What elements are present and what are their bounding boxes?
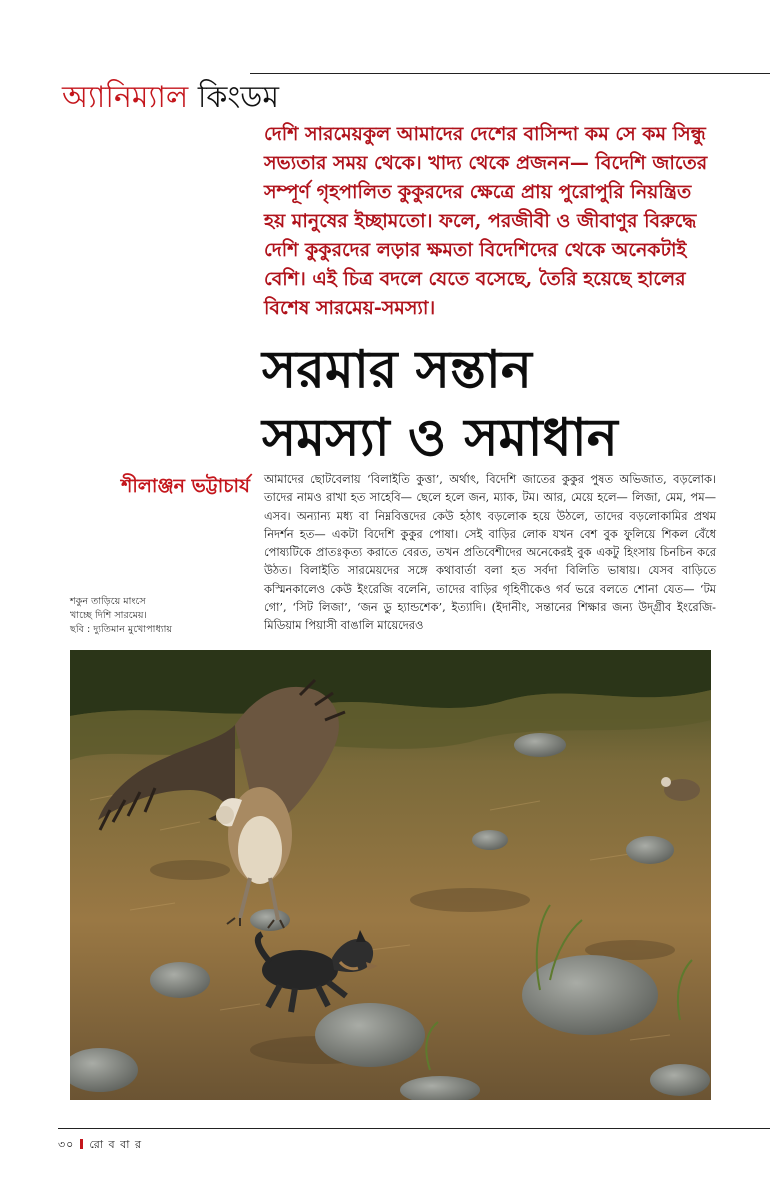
caption-line-2: খাচ্ছে দিশি সারমেয়।	[70, 610, 147, 621]
headline-line-2: সমস্যা ও সমাধান	[262, 407, 618, 468]
intro-paragraph: দেশি সারমেয়কুল আমাদের দেশের বাসিন্দা কম সে কম সিন্ধু সভ্যতার সময় থেকে। খাদ্য থেকে প্রজনন— বিদেশি জাতের সম্পূর্ণ গৃহপালিত কুকুরদের ক্ষেত্রে প্রায় পুরোপুরি নিয়ন্ত্রিত হয় মানুষের ইচ্ছামতো। ফলে, পরজীবী ও জীবাণুর বিরুদ্ধে দেশি কুকুরদের লড়ার ক্ষমতা বিদেশিদের থেকে অনেকটাই বেশি। এই চিত্র বদলে যেতে বসেছে, তৈরি হয়েছে হালের বিশেষ সারমেয়-সমস্যা।	[264, 123, 708, 319]
photo-caption	[70, 595, 255, 637]
section-heading-prefix: অ্যানিম্যাল	[62, 80, 189, 115]
caption-line-1: শকুন তাড়িয়ে মাংসে	[70, 596, 146, 607]
section-heading	[62, 78, 279, 118]
vulture-dog-photo	[70, 650, 711, 1100]
article-body: আমাদের ছোটবেলায় ‘বিলাইতি কুত্তা’, অর্থাৎ, বিদেশি জাতের কুকুর পুষত অভিজাত, বড়লোক। তাদের নামও রাখা হত সাহেবি— ছেলে হলে জন, ম্যাক, টম। আর, মেয়ে হলে— লিজা, মেম, পম— এসব। অন্যান্য মধ্য বা নিম্নবিত্তদের কেউ হঠাৎ বড়লোক হয়ে উঠলে, তাদের বড়লোকামির প্রথম নিদর্শন হত— একটা বিদেশি কুকুর পোষা। সেই বাড়ির লোক যখন বেশ বুক ফুলিয়ে শিকল বেঁধে পোষ্যটিকে প্রাতঃকৃত্য করাতে বেরত, তখন প্রতিবেশীদের অনেকেরই বুক একটু হিংসায় চিনচিন করে উঠত। বিলাইতি সারমেয়দের সঙ্গে কথাবার্তা বলা হত সর্বদা বিলিতি ভাষায়। যেসব বাড়িতে কস্মিনকালেও কেউ ইংরেজি বলেনি, তাদের বাড়ির গৃহিণীকেও গর্ব ভরে বলতে শোনা যেত— ‘টম গো’, ‘সিট লিজা’, ‘জন ডু হ্যান্ডশেক’, ইত্যাদি। (ইদানীং, সন্তানের শিক্ষার জন্য উদ্গ্রীব ইংরেজি-মিডিয়াম পিয়াসী বাঙালি মায়েদেরও	[264, 472, 716, 633]
headline-line-1: সরমার সন্তান	[262, 339, 532, 400]
section-heading-suffix: কিংডম	[197, 80, 280, 115]
photo-illustration	[70, 650, 711, 1100]
bottom-rule	[58, 1128, 770, 1129]
article-headline	[262, 336, 742, 472]
footer-divider	[80, 1139, 83, 1149]
caption-photo-credit: ছবি : দ্যুতিমান মুখোপাধ্যায়	[70, 624, 173, 635]
page-number: ৩০	[58, 1138, 75, 1151]
magazine-name: রো ব বা র	[89, 1138, 142, 1151]
page-footer	[58, 1136, 142, 1155]
author-byline: শীলাঞ্জন ভট্টাচার্য	[121, 475, 250, 497]
top-rule	[250, 73, 770, 74]
